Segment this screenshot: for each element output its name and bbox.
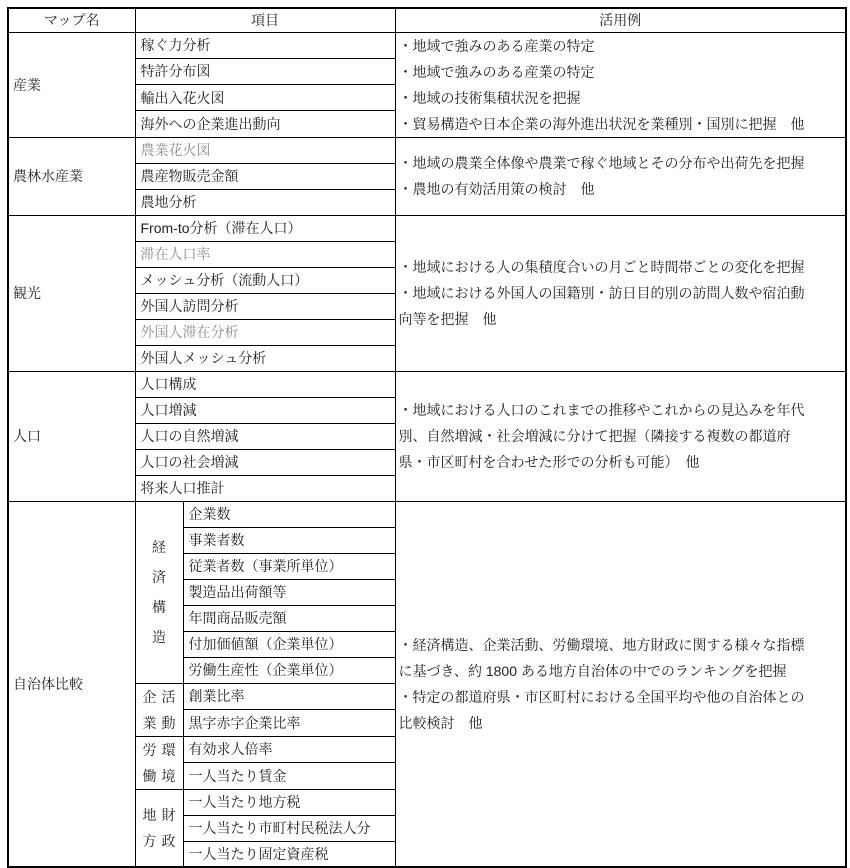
item-category-cell — [135, 683, 183, 736]
item-category-char: 動 — [161, 714, 176, 731]
item-category-char: 方 — [142, 832, 157, 849]
item-cell: メッシュ分析（流動人口） — [135, 267, 395, 293]
item-cell: 人口構成 — [135, 371, 395, 397]
item-cell: 将来人口推計 — [135, 475, 395, 501]
usage-example-line: ・地域における外国人の国籍別・訪日目的別の訪問人数や宿泊動 — [398, 285, 805, 301]
item-cell: 付加価値額（企業単位） — [183, 631, 395, 657]
usage-example-line: 比較検討 他 — [398, 714, 483, 731]
item-category-char: 労 — [142, 741, 157, 758]
item-cell: 人口の社会増減 — [135, 449, 395, 475]
item-cell: 一人当たり固定資産税 — [183, 841, 395, 867]
item-category-char: 済 — [152, 569, 166, 585]
item-cell: From-to分析（滞在人口） — [135, 215, 395, 241]
item-category-char: 働 — [142, 767, 157, 784]
item-category-char: 構 — [152, 599, 166, 615]
item-category-cell — [135, 501, 183, 683]
item-cell: 稼ぐ力分析 — [135, 32, 395, 58]
usage-example-line: 県・市区町村を合わせた形での分析も可能） 他 — [398, 454, 700, 470]
item-cell: 有効求人倍率 — [183, 736, 395, 763]
table-row — [8, 371, 846, 397]
usage-example-cell — [395, 137, 846, 215]
item-category-char: 環 — [161, 741, 176, 758]
item-cell: 一人当たり賃金 — [183, 763, 395, 790]
item-cell: 一人当たり地方税 — [183, 789, 395, 815]
item-category-line — [136, 532, 183, 562]
item-cell: 滞在人口率 — [135, 241, 395, 267]
item-cell: 外国人メッシュ分析 — [135, 345, 395, 371]
column-header-item: 項目 — [135, 8, 395, 32]
usage-example-line: 別、自然増減・社会増減に分けて把握（隣接する複数の都道府 — [398, 428, 791, 444]
usage-example-line: ・地域の農業全体像や農業で稼ぐ地域とその分布や出荷先を把握 — [398, 155, 805, 171]
item-cell: 農地分析 — [135, 189, 395, 215]
header-row — [8, 8, 846, 32]
item-cell: 黒字赤字企業比率 — [183, 710, 395, 737]
item-cell: 海外への企業進出動向 — [135, 111, 395, 137]
table-row — [8, 501, 846, 527]
item-category-line — [136, 828, 183, 854]
item-category-line — [136, 592, 183, 622]
map-group-name-cell: 農林水産業 — [8, 137, 135, 215]
item-cell: 外国人滞在分析 — [135, 319, 395, 345]
item-cell: 特許分布図 — [135, 58, 395, 84]
column-header-map-name: マップ名 — [8, 8, 135, 32]
usage-example-line: 向等を把握 他 — [398, 311, 497, 327]
item-cell: 創業比率 — [183, 683, 395, 710]
map-group-name-cell: 観光 — [8, 215, 135, 371]
item-category-char: 政 — [161, 832, 176, 849]
item-cell: 年間商品販売額 — [183, 605, 395, 631]
item-cell: 事業者数 — [183, 527, 395, 553]
usage-example-line: ・地域で強みのある産業の特定 — [398, 63, 595, 80]
map-table-body — [8, 32, 846, 867]
map-table — [7, 7, 847, 868]
usage-example-cell — [395, 501, 846, 867]
item-cell: 従業者数（事業所単位） — [183, 553, 395, 579]
item-cell: 労働生産性（企業単位） — [183, 657, 395, 683]
item-cell: 人口増減 — [135, 397, 395, 423]
item-cell: 企業数 — [183, 501, 395, 527]
usage-example-line: に基づき、約 1800 ある地方自治体の中でのランキングを把握 — [398, 662, 787, 679]
item-category-line — [136, 710, 183, 736]
item-category-line — [136, 684, 183, 710]
item-cell: 輸出入花火図 — [135, 85, 395, 111]
item-category-line — [136, 562, 183, 592]
usage-example-line: ・特定の都道府県・市区町村における全国平均や他の自治体との — [398, 688, 805, 705]
usage-example-line: ・経済構造、企業活動、労働環境、地方財政に関する様々な指標 — [398, 636, 805, 653]
item-category-char: 造 — [152, 629, 166, 645]
item-category-line — [136, 737, 183, 763]
item-cell: 農産物販売金額 — [135, 163, 395, 189]
usage-example-cell — [395, 215, 846, 371]
item-category-char: 企 — [142, 688, 157, 705]
item-category-cell — [135, 789, 183, 867]
item-category-line — [136, 802, 183, 828]
usage-example-line: ・貿易構造や日本企業の海外進出状況を業種別・国別に把握 他 — [398, 115, 805, 132]
table-row — [8, 137, 846, 163]
item-cell: 農業花火図 — [135, 137, 395, 163]
item-cell: 外国人訪問分析 — [135, 293, 395, 319]
item-cell: 製造品出荷額等 — [183, 579, 395, 605]
item-cell: 人口の自然増減 — [135, 423, 395, 449]
item-category-line — [136, 763, 183, 789]
table-row — [8, 32, 846, 58]
usage-example-cell — [395, 32, 846, 137]
map-group-name-cell: 産業 — [8, 32, 135, 137]
item-category-char: 業 — [142, 714, 157, 731]
usage-example-line: ・地域の技術集積状況を把握 — [398, 89, 581, 106]
usage-example-cell — [395, 371, 846, 501]
usage-example-line: ・地域における人口のこれまでの推移やこれからの見込みを年代 — [398, 402, 805, 418]
map-group-name-cell: 人口 — [8, 371, 135, 501]
item-category-char: 地 — [142, 806, 157, 823]
item-category-line — [136, 622, 183, 652]
item-category-char: 活 — [161, 688, 176, 705]
usage-example-line: ・農地の有効活用策の検討 他 — [398, 181, 595, 197]
item-cell: 一人当たり市町村民税法人分 — [183, 815, 395, 841]
item-category-char: 経 — [152, 539, 166, 555]
usage-example-line: ・地域における人の集積度合いの月ごと時間帯ごとの変化を把握 — [398, 259, 805, 275]
item-category-char: 財 — [161, 806, 176, 823]
usage-example-line: ・地域で強みのある産業の特定 — [398, 37, 595, 54]
item-category-char: 境 — [161, 767, 176, 784]
item-category-cell — [135, 736, 183, 789]
table-row — [8, 215, 846, 241]
map-group-name-cell: 自治体比較 — [8, 501, 135, 867]
column-header-usage: 活用例 — [395, 8, 846, 32]
